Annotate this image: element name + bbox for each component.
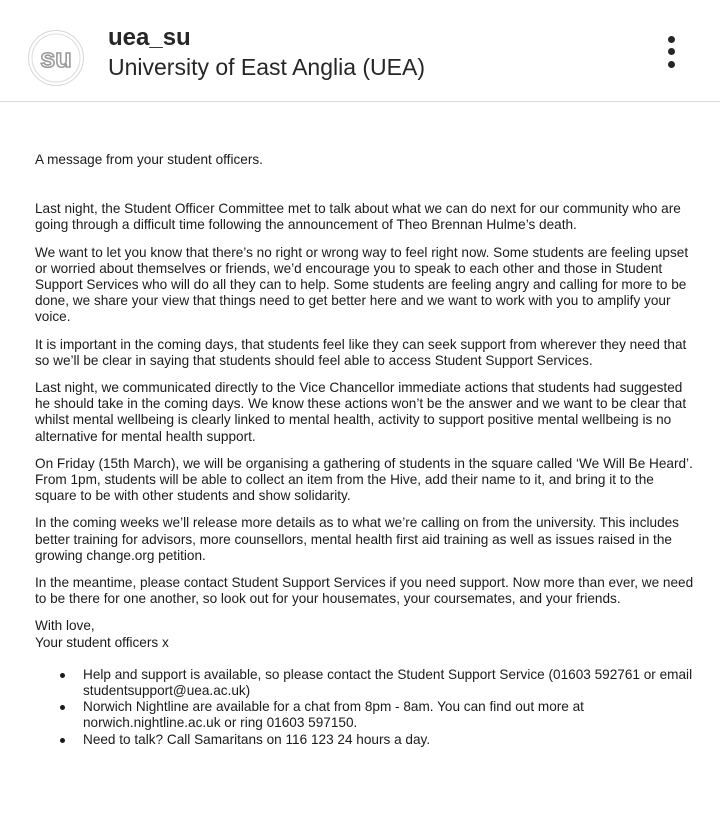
letter <box>35 152 695 748</box>
username[interactable]: uea_su <box>108 24 191 51</box>
letter-paragraph: On Friday (15th March), we will be organising a gathering of students in the square called ‘We Will Be Heard’. From 1pm, students will be able to collect an item from the Hive, add their name to it, and bring it to the square to be with other students and show solidarity. <box>35 455 693 504</box>
letter-paragraph: In the coming weeks we’ll release more details as to what we’re calling on from the university. This includes better training for advisors, more counsellors, mental health first aid training as well as issues raised in the growing change.org petition. <box>35 515 679 563</box>
signoff-line: Your student officers x <box>35 634 169 650</box>
su-logo-icon <box>29 31 83 85</box>
letter-paragraph: We want to let you know that there’s no right or wrong way to feel right now. Some students are feeling upset or worried about themselves or friends, we’d encourage you to speak to each other and those in Student Support Services who will do all they can to help. Some students are feeling angry and calling for more to be done, we share your view that things need to get better here and we want to work with you to amplify your voice. <box>35 244 689 325</box>
su-logo-text: su <box>40 43 72 73</box>
signoff-line: With love, <box>35 618 95 634</box>
letter-intro: A message from your student officers. <box>35 152 263 167</box>
letter-paragraph: Last night, the Student Officer Committee met to talk about what we can do next for our community who are going through a difficult time following the announcement of Theo Brennan Hulme’s death. <box>35 201 681 233</box>
more-options-button[interactable] <box>656 30 688 74</box>
post-header <box>0 0 720 102</box>
letter-paragraph: In the meantime, please contact Student Support Services if you need support. Now more than ever, we need to be there for one another, so look out for your housemates, your coursemates, and your friends. <box>35 575 694 607</box>
more-vertical-icon <box>668 61 675 68</box>
letter-paragraph: Last night, we communicated directly to the Vice Chancellor immediate actions that students had suggested he should take in the coming days. We know these actions won’t be the answer and we want to be clear that whilst mental wellbeing is clearly linked to mental health, activity to support positive mental wellbeing is no alternative for mental health support. <box>35 380 687 444</box>
support-list <box>35 667 695 748</box>
support-item: Need to talk? Call Samaritans on 116 123 24 hours a day. <box>35 732 695 748</box>
post-image <box>0 102 720 816</box>
support-item: Norwich Nightline are available for a chat from 8pm - 8am. You can find out more at norwich.nightline.ac.uk or ring 01603 597150. <box>35 699 695 731</box>
more-vertical-icon <box>668 36 675 43</box>
support-item: Help and support is available, so please contact the Student Support Service (01603 592761 or email studentsupport@uea.ac.uk) <box>35 667 695 699</box>
more-vertical-icon <box>668 48 675 55</box>
avatar[interactable] <box>28 30 84 86</box>
letter-paragraph: It is important in the coming days, that students feel like they can seek support from wherever they need that so we’ll be clear in saying that students should feel able to access Student Support Services. <box>35 336 687 368</box>
location-label[interactable]: University of East Anglia (UEA) <box>108 54 426 80</box>
